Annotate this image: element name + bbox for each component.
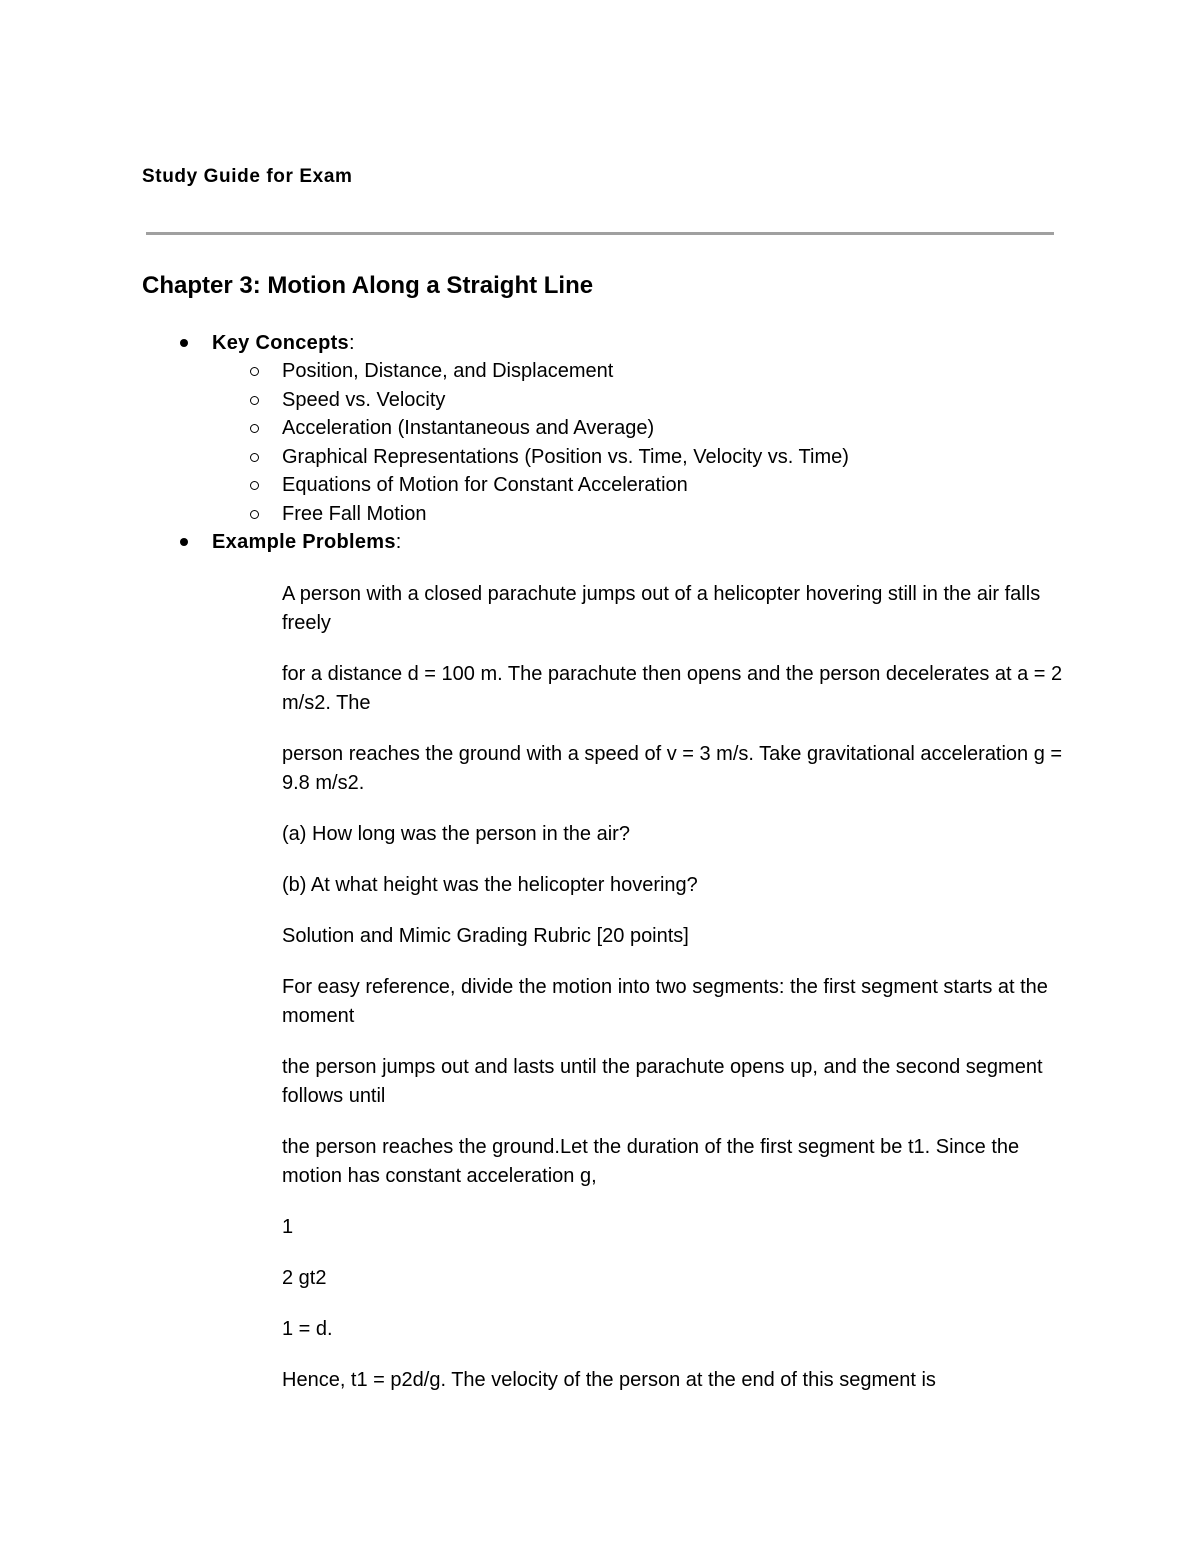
chapter-heading: Chapter 3: Motion Along a Straight Line [142, 272, 594, 299]
list-item [282, 443, 849, 472]
problem-paragraph: the person reaches the ground.Let the duration of the first segment be t1. Since the motion has constant acceleration g, [282, 1136, 1020, 1187]
list-item-text: Speed vs. Velocity [282, 388, 446, 411]
problem-paragraph: (a) How long was the person in the air? [282, 823, 630, 845]
horizontal-divider [146, 232, 1054, 235]
example-problems-colon: : [395, 531, 402, 553]
problem-paragraph: 2 gt2 [282, 1267, 327, 1289]
list-item [282, 471, 849, 500]
hollow-bullet-icon [250, 453, 259, 462]
example-problem-body [282, 580, 1072, 1417]
problem-paragraph: A person with a closed parachute jumps out of a helicopter hovering still in the air falls freely [282, 583, 1041, 634]
problem-paragraph: 1 [282, 1216, 294, 1238]
bullet-dot-icon [180, 538, 188, 546]
hollow-bullet-icon [250, 510, 259, 519]
hollow-bullet-icon [250, 396, 259, 405]
bullet-example-problems [212, 528, 401, 556]
hollow-bullet-icon [250, 367, 259, 376]
hollow-bullet-icon [250, 424, 259, 433]
example-problems-label: Example Problems [212, 531, 396, 553]
list-item [282, 500, 849, 529]
list-item-text: Acceleration (Instantaneous and Average) [282, 417, 655, 439]
hollow-bullet-icon [250, 481, 259, 490]
bullet-key-concepts [212, 329, 355, 357]
key-concepts-colon: : [348, 332, 355, 354]
key-concepts-list [282, 357, 849, 528]
document-title: Study Guide for Exam [142, 166, 353, 187]
bullet-dot-icon [180, 339, 188, 347]
list-item-text: Equations of Motion for Constant Acceleration [282, 474, 688, 496]
list-item [282, 414, 849, 443]
problem-paragraph: For easy reference, divide the motion into two segments: the first segment starts at the moment [282, 976, 1048, 1027]
problem-paragraph: the person jumps out and lasts until the parachute opens up, and the second segment follows until [282, 1056, 1043, 1107]
problem-paragraph: person reaches the ground with a speed of v = 3 m/s. Take gravitational acceleration g = 9.8 m/s2. [282, 743, 1063, 794]
problem-paragraph: 1 = d. [282, 1318, 333, 1340]
list-item [282, 357, 849, 386]
list-item [282, 386, 849, 415]
problem-paragraph: Solution and Mimic Grading Rubric [20 points] [282, 925, 689, 947]
list-item-text: Graphical Representations (Position vs. Time, Velocity vs. Time) [282, 445, 849, 468]
problem-paragraph: Hence, t1 = p2d/g. The velocity of the person at the end of this segment is [282, 1369, 936, 1391]
key-concepts-label: Key Concepts [212, 332, 349, 354]
list-item-text: Free Fall Motion [282, 502, 427, 525]
problem-paragraph: for a distance d = 100 m. The parachute then opens and the person decelerates at a = 2 m/s2. The [282, 663, 1063, 714]
list-item-text: Position, Distance, and Displacement [282, 360, 614, 382]
problem-paragraph: (b) At what height was the helicopter hovering? [282, 874, 698, 896]
